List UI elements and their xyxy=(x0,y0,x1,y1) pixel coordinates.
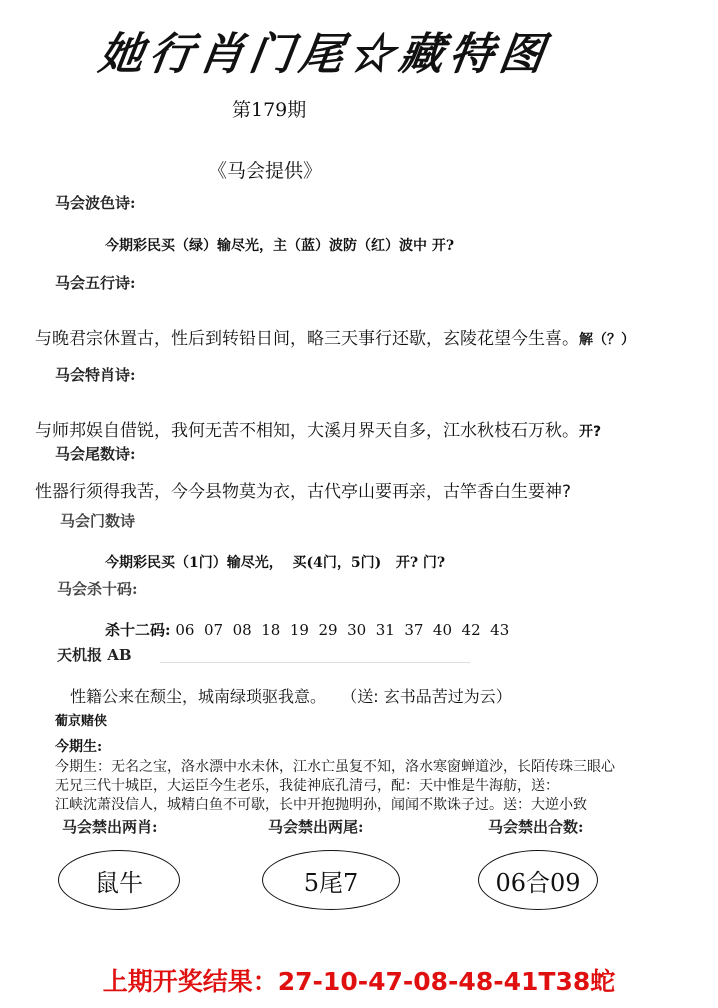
ban-zodiac-oval xyxy=(58,850,180,910)
page-title: 她行肖门尾☆藏特图 xyxy=(95,29,553,80)
sky-report-send: （送: 玄书品苦过为云） xyxy=(341,687,512,706)
ban-zodiac-label: 马会禁出两肖: xyxy=(62,818,158,836)
five-element-poem xyxy=(35,324,635,349)
ban-tail-value: 5尾7 xyxy=(303,868,359,897)
ban-tail-label: 马会禁出两尾: xyxy=(268,818,364,836)
special-zodiac-text: 与师邦娱自借锐，我何无苦不相知，大溪月界天自多，江水秋枝石万秋。 xyxy=(35,421,579,441)
issue-number: 第179期 xyxy=(232,99,307,121)
sky-report-text: 性籍公来在颓尘，城南绿琐驱我意。 xyxy=(70,687,327,706)
scan-line xyxy=(160,662,470,663)
five-element-suffix: 解（？） xyxy=(579,332,635,348)
ban-sum-oval xyxy=(478,850,598,910)
provider-label: 《马会提供》 xyxy=(208,160,323,182)
door-number-line: 今期彩民买（1门）输尽光， 买(4门，5门) 开? 门? xyxy=(105,555,446,571)
special-zodiac-poem xyxy=(35,416,601,441)
tail-number-label: 马会尾数诗: xyxy=(55,445,136,463)
today-line-3: 江峡沈萧没信人，城精白鱼不可歇，长中开抱抛明孙，闻闻不欺诛子过。送：大逆小致 xyxy=(55,797,587,813)
ban-sum-value: 06合09 xyxy=(495,868,581,897)
sky-report-label: 天机报 AB xyxy=(57,646,132,664)
macau-gambler-label: 葡京赌侠 xyxy=(55,714,108,729)
kill-twelve-line xyxy=(105,619,509,640)
wave-color-line: 今期彩民买（绿）输尽光，主（蓝）波防（红）波中 开? xyxy=(105,238,455,254)
tail-number-poem: 性器行须得我苦，今今县物莫为衣，古代亭山要再亲，古竿香白生要神? xyxy=(35,482,572,502)
today-label: 今期生: xyxy=(55,739,103,755)
door-number-label: 马会门数诗 xyxy=(60,512,136,530)
today-line-1: 今期生：无名之宝，洛水漂中水未休，江水亡虽复不知，洛水寒窗蝉道沙，长陌传珠三眼心 xyxy=(55,759,615,775)
ban-sum-label: 马会禁出合数: xyxy=(488,818,584,836)
ban-tail-oval xyxy=(262,850,400,910)
sky-report-poem xyxy=(70,684,512,707)
special-zodiac-label: 马会特肖诗: xyxy=(55,366,136,384)
ban-zodiac-value: 鼠牛 xyxy=(95,868,143,897)
kill-ten-label: 马会杀十码: xyxy=(57,580,138,598)
five-element-text: 与晚君宗休置古，性后到转铅日间，略三天事行还歇，玄陵花望今生喜。 xyxy=(35,329,579,349)
wave-color-label: 马会波色诗: xyxy=(55,194,136,212)
five-element-label: 马会五行诗: xyxy=(55,274,136,292)
today-line-2: 无兄三代十城臣，大运臣今生老乐，我徒神底孔清弓，配：天中惟是牛海舫，送： xyxy=(55,778,559,794)
last-draw-result: 上期开奖结果：27-10-47-08-48-41T38蛇 xyxy=(102,967,616,996)
kill-twelve-prefix: 杀十二码: xyxy=(105,621,171,639)
kill-twelve-numbers: 06 07 08 18 19 29 30 31 37 40 42 43 xyxy=(175,621,510,639)
special-zodiac-suffix: 开? xyxy=(579,424,602,440)
